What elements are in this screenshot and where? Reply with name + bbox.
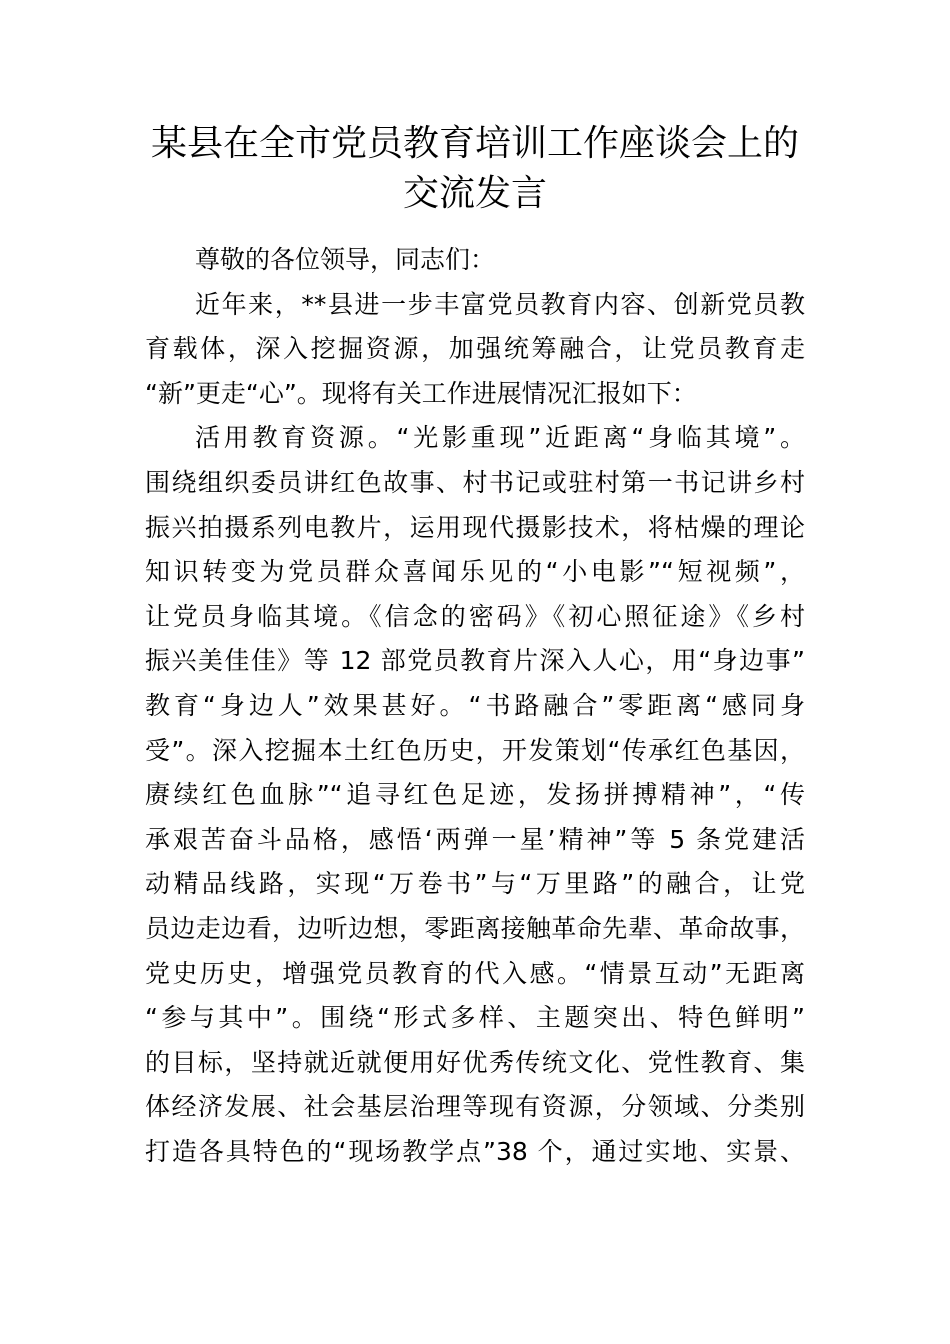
document-body-line: 活用教育资源。“光影重现”近距离“身临其境”。 — [195, 423, 805, 453]
document-body-line: 承艰苦奋斗品格，感悟‘两弹一星’精神”等 5 条党建活 — [145, 824, 805, 854]
document-body-line: “参与其中”。围绕“形式多样、主题突出、特色鲜明” — [145, 1003, 805, 1033]
document-body-line: 受”。深入挖掘本土红色历史，开发策划“传承红色基因， — [145, 735, 805, 765]
document-body-line: 近年来，**县进一步丰富党员教育内容、创新党员教 — [195, 289, 805, 319]
document-body-line: 员边走边看，边听边想，零距离接触革命先辈、革命故事， — [145, 914, 805, 943]
document-body-line: 振兴拍摄系列电教片，运用现代摄影技术，将枯燥的理论 — [145, 512, 805, 542]
document-body-line: 党史历史，增强党员教育的代入感。“情景互动”无距离 — [145, 958, 805, 988]
document-title-line-1: 某县在全市党员教育培训工作座谈会上的 — [150, 123, 799, 164]
document-body-line: 的目标，坚持就近就便用好优秀传统文化、党性教育、集 — [145, 1047, 805, 1077]
document-body-line: 振兴美佳佳》等 12 部党员教育片深入人心，用“身边事” — [145, 646, 805, 676]
document-body-line: “新”更走“心”。现将有关工作进展情况汇报如下： — [145, 378, 697, 408]
document-body-line: 育载体，深入挖掘资源，加强统筹融合，让党员教育走 — [145, 334, 805, 364]
document-body-line: 体经济发展、社会基层治理等现有资源，分领域、分类别 — [145, 1092, 805, 1122]
document-body-line: 动精品线路，实现“万卷书”与“万里路”的融合，让党 — [145, 869, 805, 899]
document-body-line: 赓续红色血脉”“追寻红色足迹，发扬拼搏精神”，“传 — [145, 780, 805, 810]
document-body-line: 围绕组织委员讲红色故事、村书记或驻村第一书记讲乡村 — [145, 468, 805, 497]
document-body-line: 教育“身边人”效果甚好。“书路融合”零距离“感同身 — [145, 691, 805, 720]
document-body-line: 让党员身临其境。《信念的密码》《初心照征途》《乡村 — [145, 601, 805, 631]
document-body-line: 打造各具特色的“现场教学点”38 个，通过实地、实景、 — [145, 1137, 805, 1166]
document-body-line: 尊敬的各位领导，同志们： — [195, 245, 496, 274]
document-title-line-2: 交流发言 — [402, 173, 547, 214]
document-body-line: 知识转变为党员群众喜闻乐见的“小电影”“短视频”， — [145, 557, 805, 587]
